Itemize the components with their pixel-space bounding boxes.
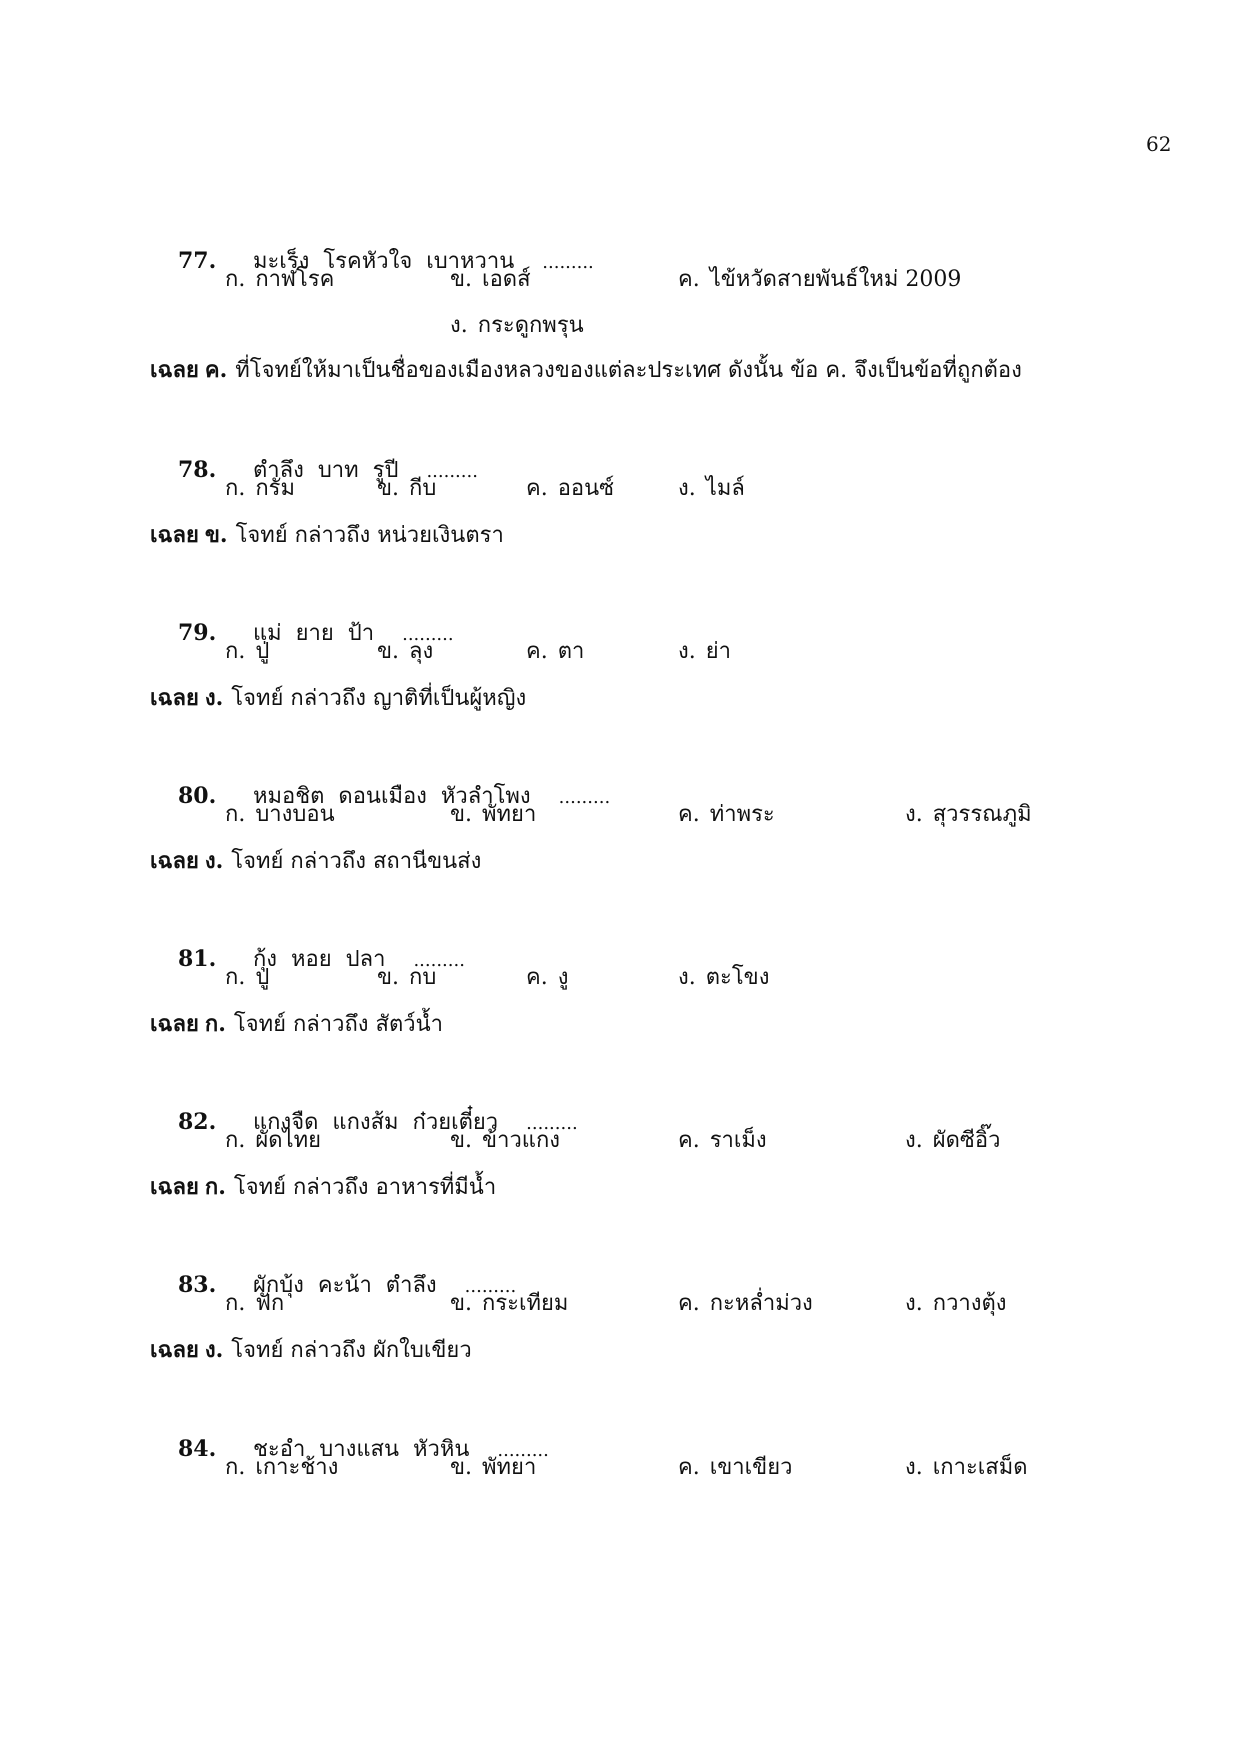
answer-line <box>150 522 504 549</box>
option-letter: ข. <box>377 639 400 664</box>
option-letter: ง. <box>905 802 923 827</box>
question-blank: ......... <box>402 624 454 646</box>
option-letter: ค. <box>678 1128 700 1153</box>
answer-letter: ก. <box>204 1011 226 1037</box>
option-letter: ง. <box>450 313 468 338</box>
option-text: กาฬโรค <box>255 267 335 292</box>
answer-label: เฉลย <box>150 1337 199 1363</box>
answer-line <box>150 848 481 875</box>
question-stem: ผักบุ้ง คะน้า ตำลึง <box>252 1273 437 1299</box>
answer-letter: ง. <box>204 848 224 874</box>
answer-label: เฉลย <box>150 848 199 874</box>
option-text: ออนซ์ <box>557 476 615 501</box>
option-b <box>377 639 433 665</box>
option-letter: ก. <box>225 476 246 501</box>
answer-line <box>150 1174 496 1201</box>
option-a <box>225 802 335 828</box>
answer-letter: ก. <box>204 1174 226 1200</box>
question-stem: ชะอำ บางแสน หัวหิน <box>252 1437 470 1463</box>
question-blank: ......... <box>542 252 594 274</box>
answer-label: เฉลย <box>150 1011 199 1037</box>
answer-text: โจทย์ กล่าวถึง สถานีขนส่ง <box>231 849 482 874</box>
option-a <box>225 965 269 991</box>
option-a <box>225 1455 338 1481</box>
option-letter: ค. <box>678 802 700 827</box>
option-text: กบ <box>409 965 437 990</box>
option-d <box>678 639 731 665</box>
option-letter: ข. <box>450 802 473 827</box>
option-c <box>678 1455 792 1481</box>
option-text: สุวรรณภูมิ <box>932 802 1032 827</box>
option-text: กรัม <box>255 476 295 501</box>
option-letter: ง. <box>905 1291 923 1316</box>
question-number: 79. <box>177 620 217 647</box>
option-b <box>450 1128 560 1154</box>
question-stem: แม่ ยาย ป้า <box>252 621 375 647</box>
option-text: งู <box>557 965 569 990</box>
option-d <box>905 1128 1000 1154</box>
option-c <box>526 476 614 502</box>
question-blank: ......... <box>426 461 478 483</box>
option-text: ราเม็ง <box>709 1128 767 1153</box>
answer-text: โจทย์ กล่าวถึง ญาติที่เป็นผู้หญิง <box>231 686 527 711</box>
option-letter: ง. <box>678 639 696 664</box>
question-blank: ......... <box>526 1113 578 1135</box>
option-text: ปู่ <box>255 639 270 664</box>
question-blank: ......... <box>497 1440 549 1462</box>
answer-line <box>150 1337 472 1364</box>
option-c <box>678 1291 813 1317</box>
question-blank: ......... <box>464 1276 517 1298</box>
option-text: ข้าวแกง <box>482 1128 561 1153</box>
option-letter: ข. <box>377 965 400 990</box>
answer-letter: ง. <box>204 685 224 711</box>
answer-text: โจทย์ กล่าวถึง อาหารที่มีน้ำ <box>233 1175 497 1200</box>
option-d <box>905 1291 1007 1317</box>
answer-label: เฉลย <box>150 1174 199 1200</box>
option-letter: ง. <box>678 965 696 990</box>
option-d <box>450 313 584 339</box>
option-b <box>450 1455 536 1481</box>
option-d <box>678 476 745 502</box>
option-b <box>450 1291 568 1317</box>
answer-label: เฉลย <box>150 685 199 711</box>
option-text: กะหล่ำม่วง <box>709 1291 813 1316</box>
option-letter: ค. <box>678 1455 700 1480</box>
option-letter: ข. <box>450 1455 473 1480</box>
option-letter: ข. <box>377 476 400 501</box>
option-letter: ง. <box>905 1128 923 1153</box>
option-a <box>225 1128 321 1154</box>
option-letter: ค. <box>526 639 548 664</box>
option-letter: ก. <box>225 639 246 664</box>
option-letter: ค. <box>678 1291 700 1316</box>
option-c <box>526 965 568 991</box>
answer-line <box>150 357 1022 384</box>
option-letter: ข. <box>450 1291 473 1316</box>
option-b <box>450 267 531 293</box>
question-stem: แกงจืด แกงส้ม ก๋วยเตี๋ยว <box>252 1110 499 1136</box>
option-text: ฟัก <box>255 1291 285 1316</box>
option-a <box>225 267 334 293</box>
answer-text: โจทย์ กล่าวถึง ผักใบเขียว <box>231 1338 472 1363</box>
answer-text: ที่โจทย์ให้มาเป็นชื่อของเมืองหลวงของแต่ละประเทศ ดังนั้น ข้อ ค. จึงเป็นข้อที่ถูกต้อง <box>235 358 1022 383</box>
question-stem: หมอชิต ดอนเมือง หัวลำโพง <box>252 784 531 810</box>
option-a <box>225 1291 284 1317</box>
option-text: ไข้หวัดสายพันธ์ใหม่ 2009 <box>709 267 962 292</box>
option-letter: ก. <box>225 267 246 292</box>
question-number: 84. <box>177 1436 217 1463</box>
answer-letter: ค. <box>204 357 228 383</box>
answer-letter: ง. <box>204 1337 224 1363</box>
option-text: ผัดไทย <box>255 1128 321 1153</box>
answer-line <box>150 685 526 712</box>
option-text: เอดส์ <box>482 267 531 292</box>
answer-text: โจทย์ กล่าวถึง สัตว์น้ำ <box>233 1012 443 1037</box>
question-blank: ......... <box>558 787 611 809</box>
option-text: เขาเขียว <box>709 1455 793 1480</box>
option-text: กีบ <box>409 476 437 501</box>
answer-label: เฉลย <box>150 522 199 548</box>
answer-label: เฉลย <box>150 357 199 383</box>
question-80 <box>150 757 610 837</box>
option-text: ลุง <box>409 639 434 664</box>
option-text: บางบอน <box>255 802 335 827</box>
option-a <box>225 639 269 665</box>
option-text: ตา <box>557 639 585 664</box>
option-b <box>377 476 436 502</box>
question-number: 78. <box>177 457 217 484</box>
question-stem: กุ้ง หอย ปลา <box>252 947 386 973</box>
option-b <box>377 965 436 991</box>
option-text: ปู <box>255 965 270 990</box>
option-b <box>450 802 536 828</box>
question-number: 81. <box>177 946 217 973</box>
option-letter: ง. <box>678 476 696 501</box>
question-blank: ......... <box>413 950 465 972</box>
option-letter: ก. <box>225 1128 246 1153</box>
option-text: กวางตุ้ง <box>932 1291 1007 1316</box>
answer-letter: ข. <box>204 522 228 548</box>
option-text: กระเทียม <box>482 1291 569 1316</box>
question-stem: มะเร็ง โรคหัวใจ เบาหวาน <box>252 249 515 275</box>
option-letter: ค. <box>526 476 548 501</box>
option-letter: ค. <box>678 267 700 292</box>
option-letter: ก. <box>225 1455 246 1480</box>
answer-text: โจทย์ กล่าวถึง หน่วยเงินตรา <box>235 523 504 548</box>
option-letter: ก. <box>225 1291 246 1316</box>
option-text: ย่า <box>705 639 731 664</box>
option-letter: ก. <box>225 802 246 827</box>
option-c <box>678 1128 767 1154</box>
answer-line <box>150 1011 443 1038</box>
question-number: 77. <box>177 248 217 275</box>
option-text: พัทยา <box>482 802 537 827</box>
question-number: 82. <box>177 1109 217 1136</box>
option-letter: ค. <box>526 965 548 990</box>
option-d <box>905 1455 1028 1481</box>
option-text: พัทยา <box>482 1455 537 1480</box>
question-number: 80. <box>177 783 217 810</box>
option-c <box>526 639 584 665</box>
option-a <box>225 476 295 502</box>
option-text: ตะโขง <box>705 965 770 990</box>
option-text: ท่าพระ <box>709 802 775 827</box>
option-letter: ก. <box>225 965 246 990</box>
question-number: 83. <box>177 1272 217 1299</box>
option-text: ไมล์ <box>705 476 745 501</box>
option-text: เกาะช้าง <box>255 1455 339 1480</box>
page-number: 62 <box>1146 132 1172 156</box>
option-c <box>678 802 775 828</box>
question-stem: ตำลึง บาท รูปี <box>252 458 399 484</box>
option-text: กระดูกพรุน <box>477 313 584 338</box>
option-d <box>905 802 1032 828</box>
option-letter: ข. <box>450 267 473 292</box>
option-text: เกาะเสม็ด <box>932 1455 1028 1480</box>
option-c <box>678 267 961 293</box>
option-letter: ง. <box>905 1455 923 1480</box>
option-text: ผัดซีอิ๊ว <box>932 1128 1001 1153</box>
option-d <box>678 965 769 991</box>
option-letter: ข. <box>450 1128 473 1153</box>
